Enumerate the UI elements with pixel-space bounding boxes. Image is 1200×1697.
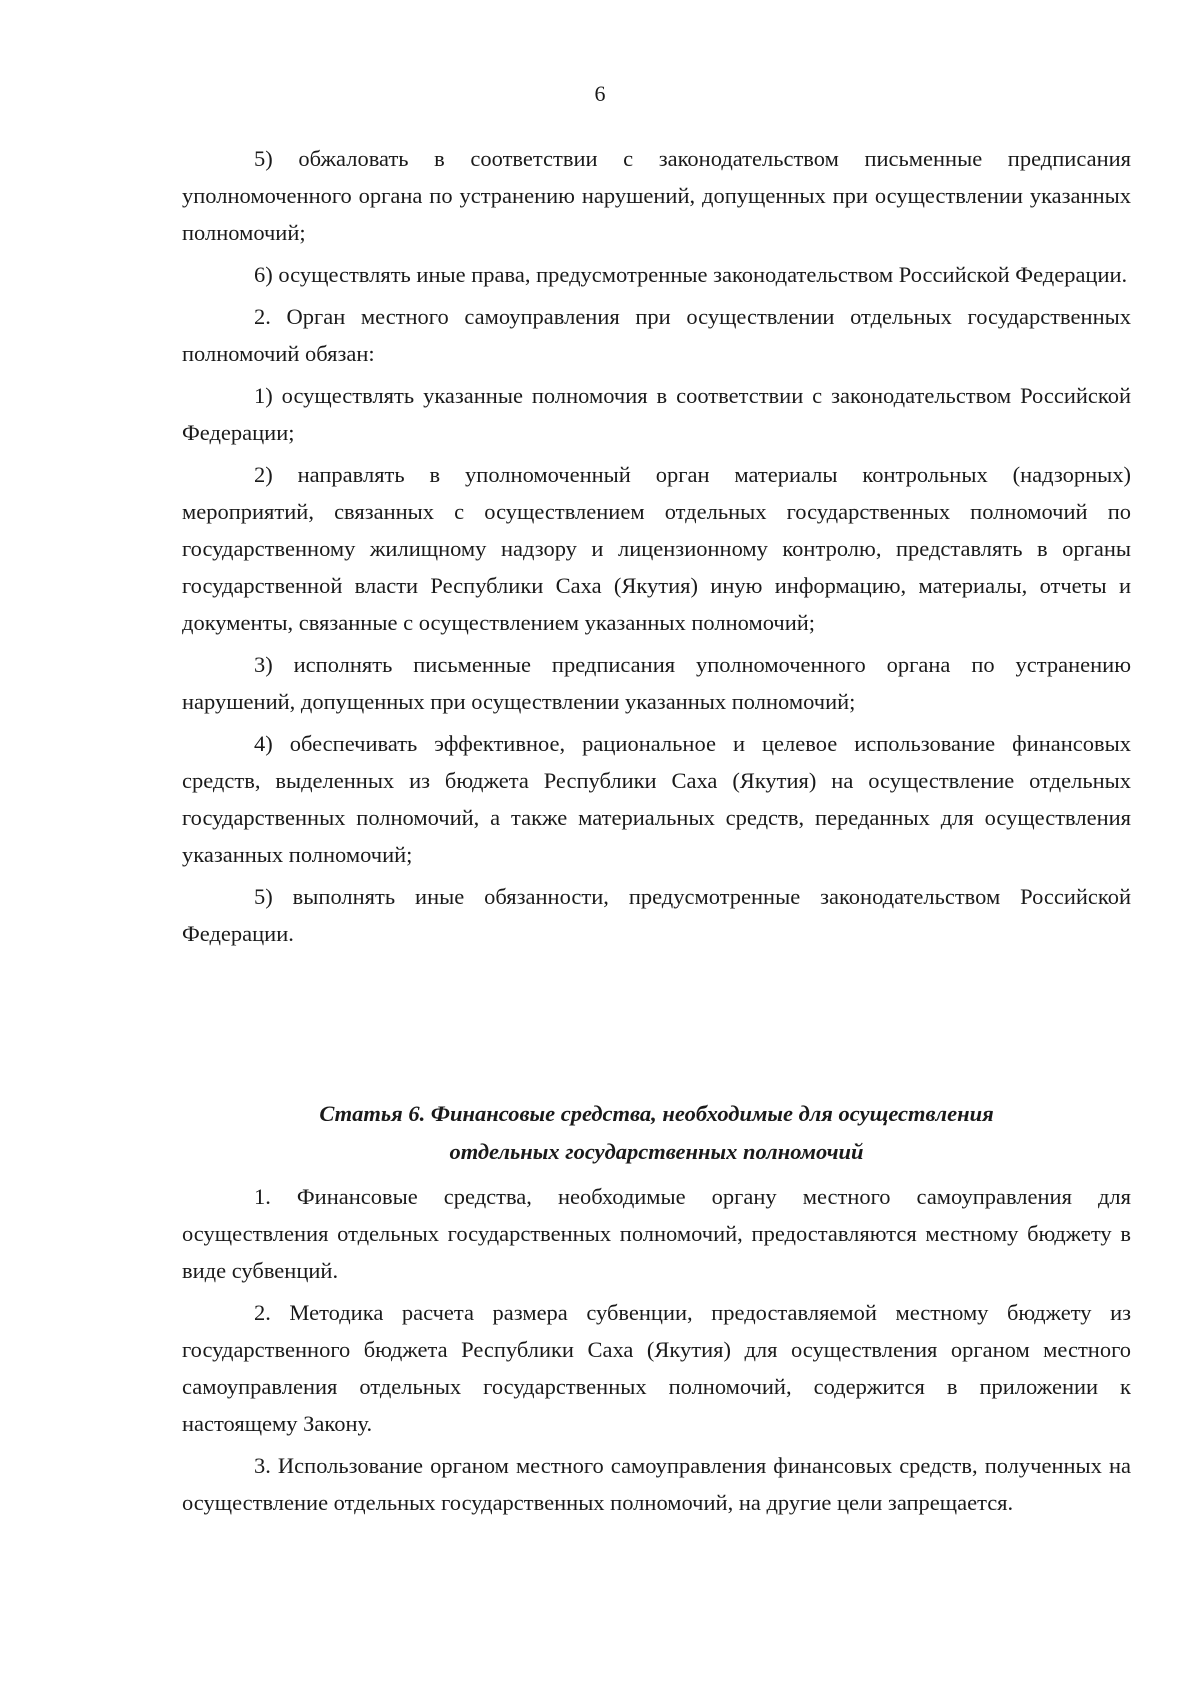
paragraph: 1) осуществлять указанные полномочия в соответствии с законодательством Российской Федерации; [182, 383, 1131, 445]
paragraph: 3) исполнять письменные предписания уполномоченного органа по устранению нарушений, допущенных при осуществлении указанных полномочий; [182, 652, 1131, 714]
paragraph: 5) выполнять иные обязанности, предусмотренные законодательством Российской Федерации. [182, 884, 1131, 946]
article-heading [182, 1095, 1131, 1171]
paragraph: 2. Орган местного самоуправления при осуществлении отдельных государственных полномочий обязан: [182, 304, 1131, 366]
paragraph: 1. Финансовые средства, необходимые органу местного самоуправления для осуществления отдельных государственных полномочий, предоставляются местному бюджету в виде субвенций. [182, 1184, 1131, 1283]
paragraph: 6) осуществлять иные права, предусмотренные законодательством Российской Федерации. [254, 262, 1128, 287]
paragraph: 2. Методика расчета размера субвенции, предоставляемой местному бюджету из государственного бюджета Республики Саха (Якутия) для осуществления органом местного самоуправления отдельных государственных полномочий, содержится в приложении к настоящему Закону. [182, 1300, 1131, 1436]
section-financial-means [182, 1178, 1131, 1526]
paragraph: 3. Использование органом местного самоуправления финансовых средств, полученных на осуществление отдельных государственных полномочий, на другие цели запрещается. [182, 1453, 1131, 1515]
paragraph: 2) направлять в уполномоченный орган материалы контрольных (надзорных) мероприятий, связанных с осуществлением отдельных государственных полномочий по государственному жилищному надзору и лицензионному контролю, представлять в органы государственной власти Республики Саха (Якутия) иную информацию, материалы, отчеты и документы, связанные с осуществлением указанных полномочий; [182, 462, 1131, 635]
paragraph: 4) обеспечивать эффективное, рациональное и целевое использование финансовых средств, выделенных из бюджета Республики Саха (Якутия) на осуществление отдельных государственных полномочий, а также материальных средств, переданных для осуществления указанных полномочий; [182, 731, 1131, 867]
page-number: 6 [594, 81, 606, 106]
section-rights-obligations [182, 140, 1131, 957]
article-heading-line-2: отдельных государственных полномочий [449, 1139, 864, 1164]
paragraph: 5) обжаловать в соответствии с законодательством письменные предписания уполномоченного органа по устранению нарушений, допущенных при осуществлении указанных полномочий; [182, 146, 1131, 245]
article-heading-line-1: Статья 6. Финансовые средства, необходимые для осуществления [319, 1101, 994, 1126]
